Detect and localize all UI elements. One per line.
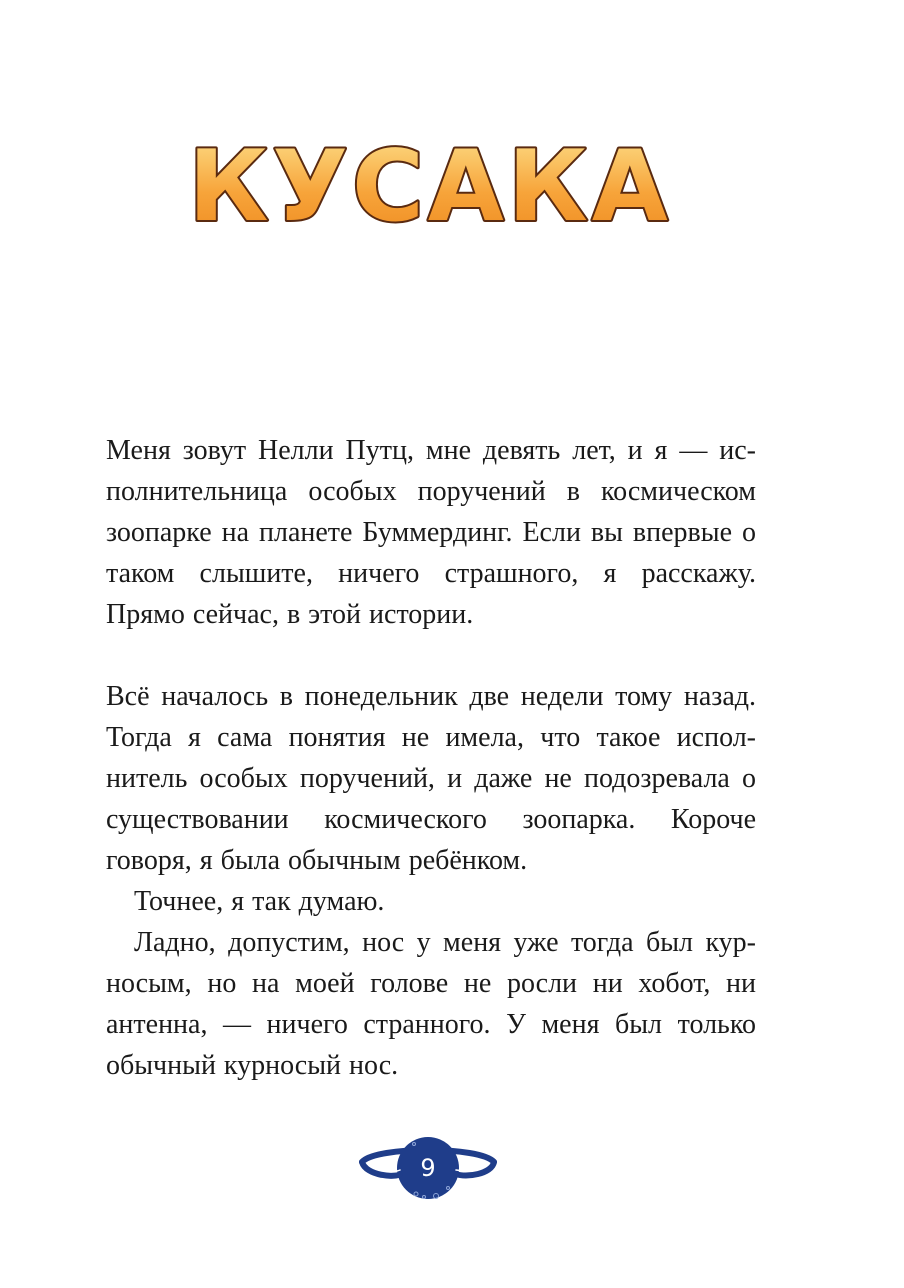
page-number-badge xyxy=(356,1128,500,1210)
paragraph-3: Точнее, я так думаю. xyxy=(134,886,385,917)
body-text xyxy=(106,430,756,1086)
chapter-title xyxy=(0,128,904,238)
page-number: 9 xyxy=(420,1154,436,1182)
paragraph-1: Меня зовут Нелли Путц, мне девять лет, и я — исполнительница особых поручений в космическом зоопарке на планете Буммердинг. Если вы впервые о таком слышите, ничего страшного, я расскажу. Прямо сейчас, в этой истории. xyxy=(106,435,756,630)
paragraph-2: Всё началось в понедельник две недели тому назад. Тогда я сама понятия не имела, что такое исполнитель особых поручений, и даже не подозревала о существовании космического зоопарка. Короче говоря, я была обычным ребёнком. xyxy=(106,681,756,876)
paragraph-4: Ладно, допустим, нос у меня уже тогда был курносым, но на моей голове не росли ни хобот, ни антенна, — ничего странного. У меня был только обычный курносый нос. xyxy=(106,927,756,1081)
chapter-title-text: КУСАКА xyxy=(188,130,672,238)
